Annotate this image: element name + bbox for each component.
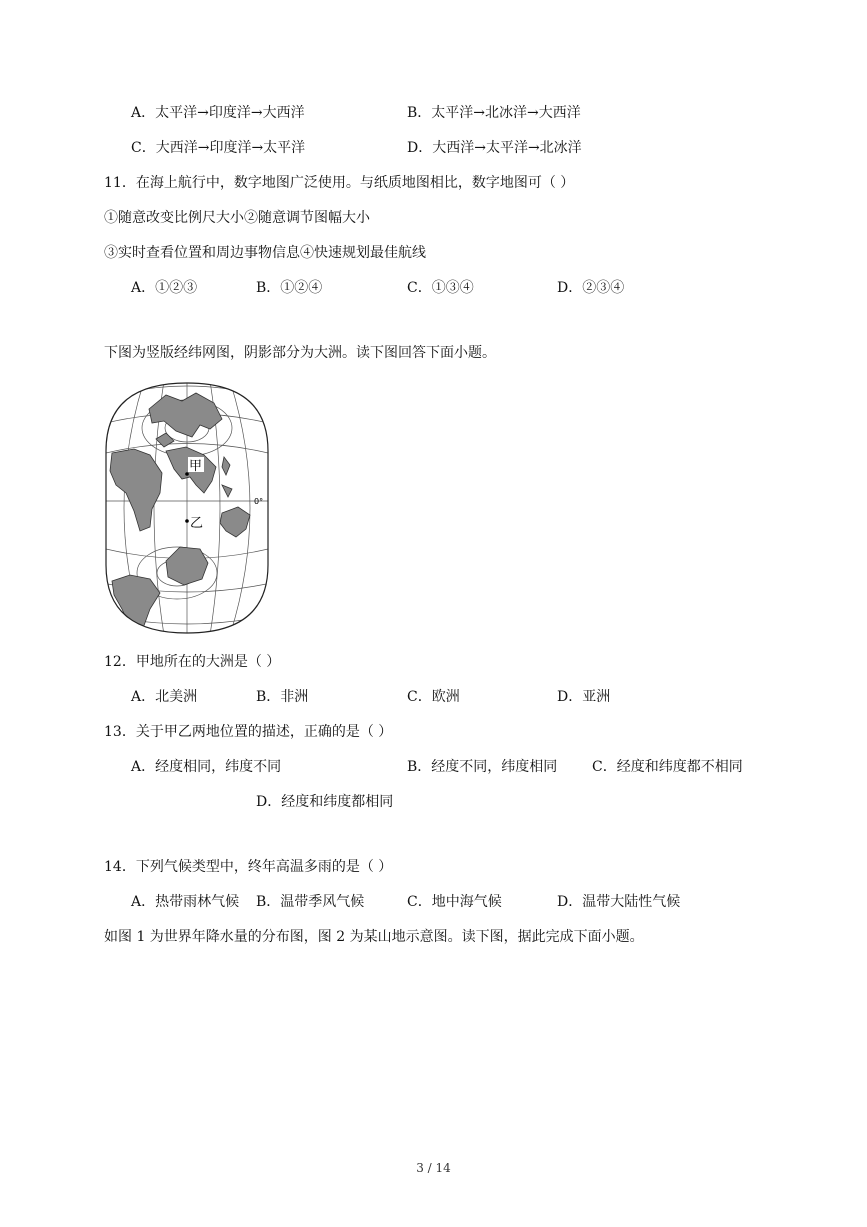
page-number: 3 / 14 [416,1161,451,1175]
q13-stem: 13．关于甲乙两地位置的描述，正确的是（ ） [104,724,393,740]
q11-option-b: B．①②④ [256,280,323,296]
q13-option-a: A．经度相同，纬度不同 [131,759,282,775]
graticule-map-svg [104,381,270,635]
equator-label: 0° [254,497,264,506]
label-yi: 乙 [190,516,204,531]
q11-option-c: C．①③④ [407,280,474,296]
q10-option-d: D．大西洋→太平洋→北冰洋 [407,140,582,156]
q10-option-c: C．大西洋→印度洋→太平洋 [131,140,306,156]
q13-option-d: D．经度和纬度都相同 [256,794,394,810]
graticule-map [104,381,270,635]
label-jia: 甲 [189,459,203,474]
q12-option-d: D．亚洲 [557,689,611,705]
q14-stem: 14．下列气候类型中，终年高温多雨的是（ ） [104,859,393,875]
q10-option-b: B．太平洋→北冰洋→大西洋 [407,105,581,121]
q11-option-d: D．②③④ [557,280,625,296]
map-intro: 下图为竖版经纬网图，阴影部分为大洲。读下图回答下面小题。 [104,345,496,361]
q14-option-d: D．温带大陆性气候 [557,894,681,910]
q14-option-a: A．热带雨林气候 [131,894,240,910]
q13-option-b: B．经度不同，纬度相同 [407,759,558,775]
q14-option-b: B．温带季风气候 [256,894,365,910]
q11-line2: ③实时查看位置和周边事物信息④快速规划最佳航线 [104,245,426,261]
q12-option-a: A．北美洲 [131,689,198,705]
q13-option-c: C．经度和纬度都不相同 [592,759,743,775]
q14-option-c: C．地中海气候 [407,894,502,910]
australia-shape [220,507,250,537]
antarctica-shape [166,547,208,585]
q12-option-b: B．非洲 [256,689,309,705]
q11-stem: 11．在海上航行中，数字地图广泛使用。与纸质地图相比，数字地图可（ ） [104,175,575,191]
precip-intro: 如图 1 为世界年降水量的分布图，图 2 为某山地示意图。读下图，据此完成下面小题。 [104,929,644,945]
q12-stem: 12．甲地所在的大洲是（ ） [104,654,281,670]
point-yi [185,519,189,523]
q11-option-a: A．①②③ [131,280,198,296]
arctic-land-shape [149,393,222,437]
q12-option-c: C．欧洲 [407,689,460,705]
q10-option-a: A．太平洋→印度洋→大西洋 [131,105,305,121]
q11-line1: ①随意改变比例尺大小②随意调节图幅大小 [104,210,370,226]
